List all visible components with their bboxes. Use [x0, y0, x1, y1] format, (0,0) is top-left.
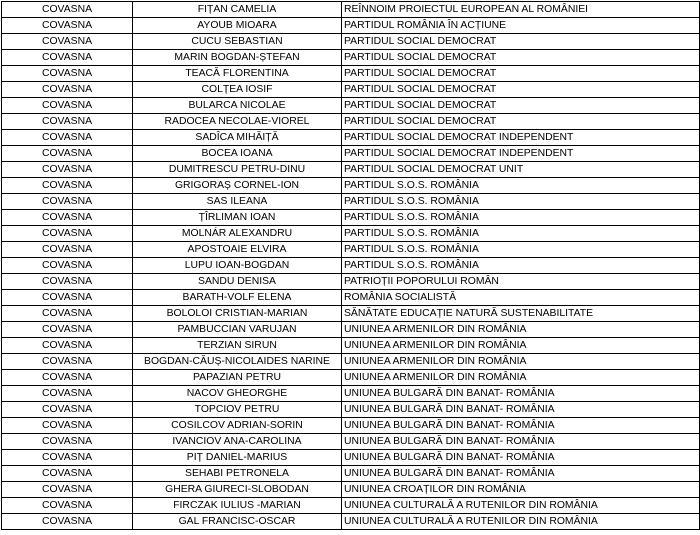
party-cell: UNIUNEA ARMENILOR DIN ROMÂNIA [342, 338, 700, 354]
party-cell: UNIUNEA BULGARĂ DIN BANAT- ROMÂNIA [342, 450, 700, 466]
county-cell: COVASNA [2, 98, 133, 114]
party-cell: PARTIDUL SOCIAL DEMOCRAT [342, 50, 700, 66]
candidate-name-cell: AYOUB MIOARA [133, 18, 342, 34]
county-cell: COVASNA [2, 50, 133, 66]
table-row [2, 226, 700, 242]
candidate-name-cell: GHERA GIURECI-SLOBODAN [133, 482, 342, 498]
party-cell: UNIUNEA ARMENILOR DIN ROMÂNIA [342, 370, 700, 386]
table-row [2, 434, 700, 450]
table-row [2, 418, 700, 434]
county-cell: COVASNA [2, 178, 133, 194]
county-cell: COVASNA [2, 194, 133, 210]
table-row [2, 66, 700, 82]
candidate-name-cell: BARATH-VOLF ELENA [133, 290, 342, 306]
party-cell: PARTIDUL SOCIAL DEMOCRAT [342, 82, 700, 98]
party-cell: SĂNĂTATE EDUCAȚIE NATURĂ SUSTENABILITATE [342, 306, 700, 322]
table-row [2, 322, 700, 338]
party-cell: PARTIDUL S.O.S. ROMÂNIA [342, 226, 700, 242]
county-cell: COVASNA [2, 482, 133, 498]
table-row [2, 514, 700, 530]
table-row [2, 482, 700, 498]
candidate-name-cell: IVANCIOV ANA-CAROLINA [133, 434, 342, 450]
candidate-name-cell: TEACĂ FLORENTINA [133, 66, 342, 82]
candidates-table-body [2, 2, 700, 530]
table-row [2, 2, 700, 18]
candidate-name-cell: TERZIAN SIRUN [133, 338, 342, 354]
party-cell: UNIUNEA CROAȚILOR DIN ROMÂNIA [342, 482, 700, 498]
candidate-name-cell: SAS ILEANA [133, 194, 342, 210]
table-row [2, 338, 700, 354]
table-row [2, 130, 700, 146]
party-cell: PARTIDUL SOCIAL DEMOCRAT INDEPENDENT [342, 130, 700, 146]
party-cell: UNIUNEA CULTURALĂ A RUTENILOR DIN ROMÂNIA [342, 514, 700, 530]
candidate-name-cell: COLȚEA IOSIF [133, 82, 342, 98]
party-cell: UNIUNEA ARMENILOR DIN ROMÂNIA [342, 354, 700, 370]
candidate-name-cell: FIRCZAK IULIUS -MARIAN [133, 498, 342, 514]
candidate-name-cell: BOGDAN-CĂUȘ-NICOLAIDES NARINE [133, 354, 342, 370]
table-row [2, 290, 700, 306]
table-row [2, 34, 700, 50]
county-cell: COVASNA [2, 418, 133, 434]
party-cell: PARTIDUL S.O.S. ROMÂNIA [342, 258, 700, 274]
candidate-name-cell: GRIGORAȘ CORNEL-ION [133, 178, 342, 194]
party-cell: UNIUNEA BULGARĂ DIN BANAT- ROMÂNIA [342, 434, 700, 450]
party-cell: UNIUNEA BULGARĂ DIN BANAT- ROMÂNIA [342, 466, 700, 482]
county-cell: COVASNA [2, 466, 133, 482]
table-row [2, 306, 700, 322]
party-cell: PARTIDUL SOCIAL DEMOCRAT [342, 34, 700, 50]
table-row [2, 370, 700, 386]
county-cell: COVASNA [2, 210, 133, 226]
table-row [2, 258, 700, 274]
candidate-name-cell: BOLOLOI CRISTIAN-MARIAN [133, 306, 342, 322]
county-cell: COVASNA [2, 82, 133, 98]
table-row [2, 402, 700, 418]
table-row [2, 18, 700, 34]
table-row [2, 450, 700, 466]
county-cell: COVASNA [2, 226, 133, 242]
party-cell: PARTIDUL S.O.S. ROMÂNIA [342, 178, 700, 194]
county-cell: COVASNA [2, 354, 133, 370]
party-cell: PATRIOȚII POPORULUI ROMÂN [342, 274, 700, 290]
candidate-name-cell: CUCU SEBASTIAN [133, 34, 342, 50]
county-cell: COVASNA [2, 18, 133, 34]
party-cell: PARTIDUL S.O.S. ROMÂNIA [342, 194, 700, 210]
party-cell: ROMÂNIA SOCIALISTĂ [342, 290, 700, 306]
candidate-name-cell: MARIN BOGDAN-ȘTEFAN [133, 50, 342, 66]
county-cell: COVASNA [2, 290, 133, 306]
county-cell: COVASNA [2, 130, 133, 146]
county-cell: COVASNA [2, 450, 133, 466]
candidate-name-cell: NACOV GHEORGHE [133, 386, 342, 402]
table-row [2, 466, 700, 482]
county-cell: COVASNA [2, 402, 133, 418]
party-cell: PARTIDUL SOCIAL DEMOCRAT [342, 114, 700, 130]
candidate-name-cell: TOPCIOV PETRU [133, 402, 342, 418]
party-cell: UNIUNEA ARMENILOR DIN ROMÂNIA [342, 322, 700, 338]
party-cell: UNIUNEA BULGARĂ DIN BANAT- ROMÂNIA [342, 418, 700, 434]
table-row [2, 50, 700, 66]
candidate-name-cell: ȚÎRLIMAN IOAN [133, 210, 342, 226]
county-cell: COVASNA [2, 258, 133, 274]
party-cell: PARTIDUL ROMÂNIA ÎN ACȚIUNE [342, 18, 700, 34]
party-cell: UNIUNEA BULGARĂ DIN BANAT- ROMÂNIA [342, 402, 700, 418]
party-cell: PARTIDUL S.O.S. ROMÂNIA [342, 210, 700, 226]
party-cell: UNIUNEA BULGARĂ DIN BANAT- ROMÂNIA [342, 386, 700, 402]
candidate-name-cell: MOLNÁR ALEXANDRU [133, 226, 342, 242]
table-row [2, 194, 700, 210]
candidate-name-cell: COSILCOV ADRIAN-SORIN [133, 418, 342, 434]
party-cell: PARTIDUL S.O.S. ROMÂNIA [342, 242, 700, 258]
table-row [2, 498, 700, 514]
candidate-name-cell: BOCEA IOANA [133, 146, 342, 162]
candidate-name-cell: PIȚ DANIEL-MARIUS [133, 450, 342, 466]
table-row [2, 242, 700, 258]
party-cell: PARTIDUL SOCIAL DEMOCRAT INDEPENDENT [342, 146, 700, 162]
county-cell: COVASNA [2, 306, 133, 322]
candidate-name-cell: SANDU DENISA [133, 274, 342, 290]
county-cell: COVASNA [2, 370, 133, 386]
party-cell: REÎNNOIM PROIECTUL EUROPEAN AL ROMÂNIEI [342, 2, 700, 18]
candidate-name-cell: APOSTOAIE ELVIRA [133, 242, 342, 258]
candidate-name-cell: LUPU IOAN-BOGDAN [133, 258, 342, 274]
table-row [2, 354, 700, 370]
county-cell: COVASNA [2, 34, 133, 50]
table-row [2, 114, 700, 130]
party-cell: UNIUNEA CULTURALĂ A RUTENILOR DIN ROMÂNIA [342, 498, 700, 514]
table-row [2, 178, 700, 194]
party-cell: PARTIDUL SOCIAL DEMOCRAT [342, 66, 700, 82]
county-cell: COVASNA [2, 386, 133, 402]
county-cell: COVASNA [2, 162, 133, 178]
candidate-name-cell: GAL FRANCISC-OSCAR [133, 514, 342, 530]
candidate-name-cell: SADÎCA MIHĂIȚĂ [133, 130, 342, 146]
county-cell: COVASNA [2, 114, 133, 130]
candidates-table [1, 1, 700, 530]
table-row [2, 386, 700, 402]
candidate-name-cell: RADOCEA NECOLAE-VIOREL [133, 114, 342, 130]
candidate-name-cell: BULARCA NICOLAE [133, 98, 342, 114]
county-cell: COVASNA [2, 274, 133, 290]
party-cell: PARTIDUL SOCIAL DEMOCRAT UNIT [342, 162, 700, 178]
county-cell: COVASNA [2, 66, 133, 82]
county-cell: COVASNA [2, 2, 133, 18]
table-row [2, 98, 700, 114]
county-cell: COVASNA [2, 338, 133, 354]
candidate-name-cell: FIȚAN CAMELIA [133, 2, 342, 18]
table-row [2, 82, 700, 98]
county-cell: COVASNA [2, 514, 133, 530]
county-cell: COVASNA [2, 242, 133, 258]
table-row [2, 162, 700, 178]
table-row [2, 274, 700, 290]
candidate-name-cell: SEHABI PETRONELA [133, 466, 342, 482]
county-cell: COVASNA [2, 322, 133, 338]
candidate-name-cell: PAPAZIAN PETRU [133, 370, 342, 386]
county-cell: COVASNA [2, 146, 133, 162]
candidate-name-cell: PAMBUCCIAN VARUJAN [133, 322, 342, 338]
party-cell: PARTIDUL SOCIAL DEMOCRAT [342, 98, 700, 114]
candidate-name-cell: DUMITRESCU PETRU-DINU [133, 162, 342, 178]
table-row [2, 146, 700, 162]
county-cell: COVASNA [2, 498, 133, 514]
county-cell: COVASNA [2, 434, 133, 450]
table-row [2, 210, 700, 226]
